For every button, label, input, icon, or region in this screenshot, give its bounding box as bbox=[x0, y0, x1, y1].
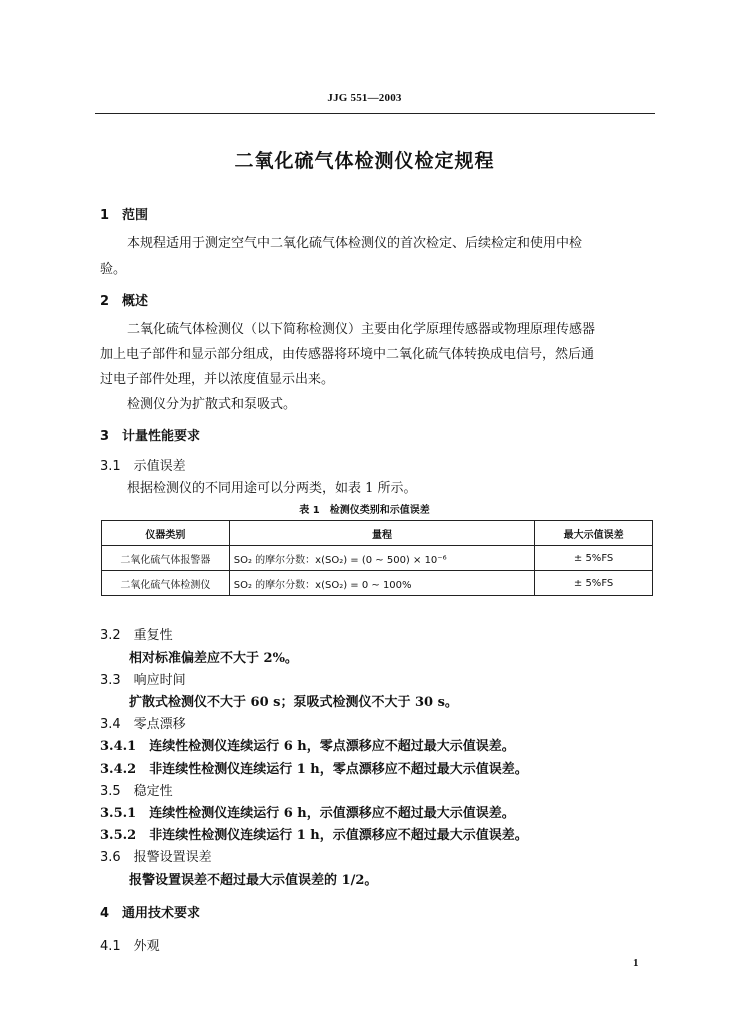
table-row bbox=[102, 546, 653, 571]
table-header-cell: 量程 bbox=[229, 521, 534, 546]
section-3-5-1-text: 3.5.1 连续性检测仪连续运行 6 h，示值漂移应不超过最大示值误差。 bbox=[100, 806, 515, 821]
table-row bbox=[102, 571, 653, 596]
section-3-4-2-text: 3.4.2 非连续性检测仪连续运行 1 h，零点漂移应不超过最大示值误差。 bbox=[100, 762, 528, 777]
section-2-heading: 2 概述 bbox=[100, 294, 149, 309]
section-4-heading: 4 通用技术要求 bbox=[100, 906, 201, 921]
section-3-4-heading: 3.4 零点漂移 bbox=[100, 717, 186, 732]
section-2-paragraph-line-2: 加上电子部件和显示部分组成，由传感器将环境中二氧化硫气体转换成电信号，然后通 bbox=[100, 347, 595, 362]
section-3-5-heading: 3.5 稳定性 bbox=[100, 784, 173, 799]
table-cell: 二氧化硫气体报警器 bbox=[102, 546, 230, 571]
table-header-cell: 最大示值误差 bbox=[535, 521, 653, 546]
document-title: 二氧化硫气体检测仪检定规程 bbox=[234, 150, 495, 172]
section-2-paragraph-2: 检测仪分为扩散式和泵吸式。 bbox=[127, 397, 297, 412]
section-3-2-heading: 3.2 重复性 bbox=[100, 628, 173, 643]
page-number: 1 bbox=[633, 957, 639, 969]
table-cell: SO₂ 的摩尔分数：x(SO₂) = 0 ~ 100% bbox=[229, 571, 534, 596]
table-cell: ± 5%FS bbox=[535, 546, 653, 571]
section-3-1-heading: 3.1 示值误差 bbox=[100, 459, 186, 474]
section-3-1-text: 根据检测仪的不同用途可以分两类，如表 1 所示。 bbox=[127, 481, 417, 496]
section-3-4-1-text: 3.4.1 连续性检测仪连续运行 6 h，零点漂移应不超过最大示值误差。 bbox=[100, 739, 515, 754]
table-caption: 表 1 检测仪类别和示值误差 bbox=[299, 505, 430, 516]
section-4-1-heading: 4.1 外观 bbox=[100, 939, 160, 954]
section-1-heading: 1 范围 bbox=[100, 208, 149, 223]
table-header-cell: 仪器类别 bbox=[102, 521, 230, 546]
header-rule bbox=[95, 113, 655, 114]
section-3-2-text: 相对标准偏差应不大于 2%。 bbox=[129, 651, 298, 666]
section-1-paragraph-line-1: 本规程适用于测定空气中二氧化硫气体检测仪的首次检定、后续检定和使用中检 bbox=[127, 236, 583, 251]
error-spec-table bbox=[101, 520, 653, 596]
table-cell: ± 5%FS bbox=[535, 571, 653, 596]
standard-code: JJG 551—2003 bbox=[327, 92, 402, 104]
section-3-6-heading: 3.6 报警设置误差 bbox=[100, 850, 212, 865]
section-3-3-text: 扩散式检测仪不大于 60 s；泵吸式检测仪不大于 30 s。 bbox=[129, 695, 458, 710]
table-cell: 二氧化硫气体检测仪 bbox=[102, 571, 230, 596]
section-2-paragraph-line-1: 二氧化硫气体检测仪（以下简称检测仪）主要由化学原理传感器或物理原理传感器 bbox=[127, 322, 596, 337]
section-3-6-text: 报警设置误差不超过最大示值误差的 1/2。 bbox=[129, 873, 378, 888]
table-cell: SO₂ 的摩尔分数：x(SO₂) = (0 ~ 500) × 10⁻⁶ bbox=[229, 546, 534, 571]
section-3-5-2-text: 3.5.2 非连续性检测仪连续运行 1 h，示值漂移应不超过最大示值误差。 bbox=[100, 828, 528, 843]
section-3-heading: 3 计量性能要求 bbox=[100, 429, 201, 444]
section-3-3-heading: 3.3 响应时间 bbox=[100, 673, 186, 688]
section-1-paragraph-line-2: 验。 bbox=[100, 262, 127, 277]
section-2-paragraph-line-3: 过电子部件处理，并以浓度值显示出来。 bbox=[100, 372, 335, 387]
table-header-row bbox=[102, 521, 653, 546]
